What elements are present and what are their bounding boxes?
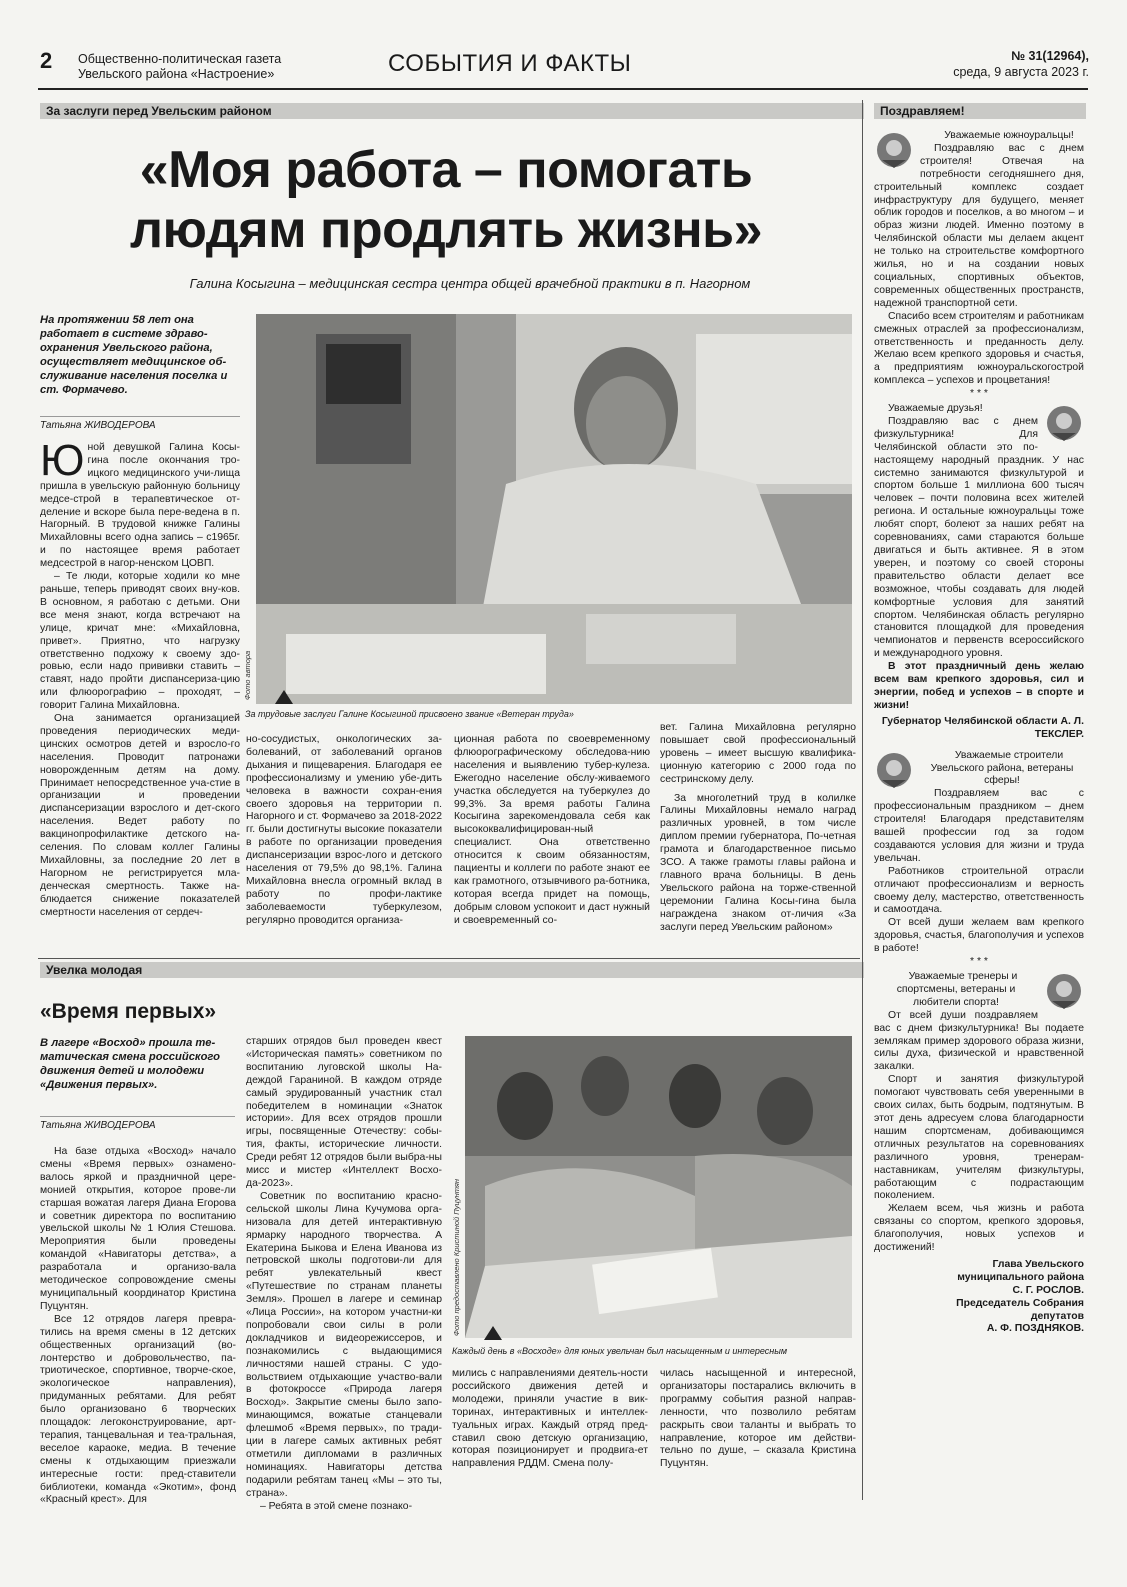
photo1-credit: Фото автора bbox=[243, 650, 252, 700]
greeting2-text: Поздравляю вас с днем физкультурника! Для Челябинской области это по-настоящему народный праздник. У нас системно занимаются физкультурой и спортом больше 1 миллиона 600 тысяч человек – почти половина всех жителей региона. И остальные южноуральцы тоже любят спорт, болеют за наших ребят на соревнованиях, сами стараются больше двигаться и быть активнее. Я в этом уверен, и поэтому со своей стороны правительство области делает все возможное, чтобы создавать для людей комфортные условия для занятий спортом. Челябинская область регулярно становится площадкой для проведения чемпионатов и первенств всероссийского и международного уровня. bbox=[874, 415, 1084, 660]
sig-line-3: С. Г. РОСЛОВ. bbox=[1012, 1284, 1084, 1296]
sidebar-rubric: Поздравляем! bbox=[874, 103, 1086, 119]
nurse-photo bbox=[256, 314, 852, 704]
sidebar-signatures bbox=[874, 1259, 1084, 1336]
greeting1-text: Поздравляю вас с днем строителя! Отвечая на потребности сегодняшнего дня, строительный комплекс создает инфраструктуру для будущего, меняет облик городов и поселков, а во многом – и образ жизни людей. Именно поэтому в Челябинской области мы делаем акцент не только на строительстве комфортного жилья, но и на создании новых социальных, спортивных объектов, современных общественных пространств, надежной транспортной сети. bbox=[874, 142, 1084, 309]
greeting3-text3: От всей души желаем вам крепкого здоровья, счастья, благополучия и успехов в работе! bbox=[874, 917, 1084, 955]
greeting-builders-district bbox=[874, 750, 1084, 969]
article1-col4 bbox=[660, 722, 856, 935]
article2-col4 bbox=[660, 1368, 856, 1471]
article2-col2-p3: – Ребята в этой смене познако- bbox=[260, 1500, 413, 1512]
greeting2-text2: В этот праздничный день желаю всем вам крепкого здоровья, сил и энергии, побед и успехов – в спорте и жизни! bbox=[874, 661, 1084, 711]
article1-col2 bbox=[246, 734, 442, 928]
greeting4-text3: Желаем всем, чья жизнь и работа связаны со спортом, крепкого здоровья, благополучия, новых успехов и достижений! bbox=[874, 1203, 1084, 1254]
stars-separator: * * * bbox=[970, 388, 988, 400]
regional-emblem-icon bbox=[874, 130, 914, 170]
greeting2-salute: Уважаемые друзья! bbox=[888, 403, 983, 415]
article1-lead: На протяжении 58 лет она работает в системе здраво-охранения Увельского района, осуществляет медицинское об-служивание населения поселка и ст. Формачево. bbox=[40, 314, 228, 396]
sig-line-4: Председатель Собрания bbox=[956, 1297, 1084, 1309]
section-title: СОБЫТИЯ И ФАКТЫ bbox=[388, 50, 632, 77]
article2-col3-text: мились с направлениями деятель-ности российского движения детей и молодежи, приняли участие в вик-торинах, интерактивных и интеллек-туальных играх. Каждый отряд пред-ставил свою детскую организацию, которая позиционирует и продвига-ет направления РДДМ. Смена полу- bbox=[452, 1368, 648, 1470]
greeting2-signature: Губернатор Челябинской области А. Л. ТЕКСЛЕР. bbox=[881, 715, 1084, 740]
article1-col4-p1: вет. Галина Михайловна регулярно повышает свой профессиональный уровень – имеет высшую квалифика-ционную категорию с 2000 года по сестринскому делу. bbox=[660, 722, 856, 785]
article2-author: Татьяна ЖИВОДЕРОВА bbox=[40, 1116, 235, 1131]
article1-col1-p2: – Те люди, которые ходили ко мне раньше, теперь приводят своих вну-ков. В основном, я работаю с детьми. Они все меня знают, когда встречают на улице, кричат мне: «Михайловна, привет». Приятно, что нагрузку ответственно подхожу к своему здо-ровью, если надо прививки ставить – ставят, надо пройти диспансериза-цию или флюорографию – проходят, – говорит Галина Михайловна. bbox=[40, 571, 240, 712]
greeting4-text2: Спорт и занятия физкультурой помогают чувствовать себя уверенными в своих силах, быть бодрым, подтянутым. В этот день адресуем слова благодарности нашим спортсменам, добивающимся отличных результатов на соревнованиях различного уровня, тренерам-наставникам, учителям физкультуры, работающим с подрастающим поколением. bbox=[874, 1074, 1084, 1202]
article2-lead: В лагере «Восход» прошла те-матическая смена российского движения детей и молодежи «Движения первых». bbox=[40, 1037, 220, 1091]
article2-col4-text: чилась насыщенной и интересной, организаторы постарались включить в программу события разной направ-ленности, что позволило ребятам раскрыть свои таланты и выбрать то направление, которое им действи-тельно по душе, – сказала Кристина Пуцунтян. bbox=[660, 1368, 856, 1470]
sig-line-6: А. Ф. ПОЗДНЯКОВ. bbox=[986, 1323, 1084, 1335]
photo2-credit: Фото предоставлено Кристиной Пуцунтян bbox=[452, 1178, 461, 1336]
greeting4-text: От всей души поздравляем вас с днем физкультурника! Вы подаете землякам пример здорового образа жизни, силы духа, физической и нравственной закалки. bbox=[874, 1009, 1084, 1073]
section-rule bbox=[38, 958, 860, 959]
article2-col3 bbox=[452, 1368, 648, 1471]
paper-line-2: Увельского района «Настроение» bbox=[78, 67, 275, 81]
article1-headline bbox=[40, 140, 852, 260]
photo1-marker-icon bbox=[275, 690, 293, 704]
greeting3-salute: Уважаемые строители Увельского района, ветераны сферы! bbox=[930, 749, 1074, 787]
greeting3-text2: Работников строительной отрасли отличают профессионализм и верность своему делу, мастерство, ответственность и самоотдача. bbox=[874, 865, 1084, 916]
paper-line-1: Общественно-политическая газета bbox=[78, 52, 282, 66]
headline-line-2: людям продлять жизнь» bbox=[129, 201, 762, 259]
article2-col1 bbox=[40, 1146, 236, 1507]
photo1-caption: За трудовые заслуги Галине Косыгиной присвоено звание «Ветеран труда» bbox=[245, 709, 574, 719]
article1-col1-p1: ной девушкой Галина Косы-гина после окончания тро-ицкого медицинского учи-лища пришла в увельскую районную больницу медсе-строй в терапевтическое от-деление и вскоре была пере-ведена в п. Нагорный. В трудовой книжке Галины Михайловны всего одна запись – с1965г. и по настоящее время работает медсестрой в нагор-ненском ЦОВП. bbox=[40, 442, 240, 570]
issue-date: среда, 9 августа 2023 г. bbox=[953, 65, 1089, 79]
article2-col2-p1: старших отрядов был проведен квест «Историческая память» советником по воспитанию луговской школы На-деждой Гараниной. В каждом отряде самый эрудированный участник стал победителем в номинации «Знаток истории». Для всех отрядов прошли игры, посвященные Отечеству: собы-тия, факты, исторические личности. Среди ребят 12 отрядов были выбра-ны мисс и мистер «Интеллект Восхо-да-2023». bbox=[246, 1036, 442, 1189]
photo2-marker-icon bbox=[484, 1326, 502, 1340]
article1-col1 bbox=[40, 436, 240, 920]
article2-col2-p2: Советник по воспитанию красно-сельской школы Лина Кучумова орга-низовала для детей интерактивную ярмарку народного творчества. А Екатерина Быкова и Елена Иванова из петровской школы подготови-ли для ребят увлекательный квест «Путешествие по странам планеты Земля». Прошел в лагере и семинар «Лица России», на котором участни-ки попробовали свои силы в роли докладчиков и видеорежиссеров, и познакомились с выдающимися личностями нашей страны. С удо-вольствием отдыхающие участво-вали в фотокроссе «Природа лагеря Восход». Закрытие смены было запо-минающимся, вожатые станцевали флешмоб «Время первых», по тради-ции в лагере самых активных ребят отметили дипломами в различных номинациях. Навигаторы детства подарили ребятам танец «Мы – это ты, страна». bbox=[246, 1190, 442, 1499]
article1-author: Татьяна ЖИВОДЕРОВА bbox=[40, 416, 240, 431]
greeting-sport-district bbox=[874, 971, 1084, 1255]
rubric-merit: За заслуги перед Увельским районом bbox=[40, 103, 864, 119]
issue-info bbox=[953, 48, 1089, 80]
article1-col1-p3: Она занимается организацией проведения периодических меди-цинских осмотров детей и взросло-го населения. Проводит патронажи новорожденным детям на дому. Принимает непосредственное уча-стие в организации и проведении диспансеризации взрослого и дет-ского населения. Ведет работу по вакцинопрофилактике детского на-селения. По словам коллег Галины Михайловны, за последние 20 лет в Нагорном не регистрируется мла-денческая смертность. Также на-блюдается снижение показателей смертности населения от сердеч- bbox=[40, 713, 240, 918]
paper-name bbox=[78, 52, 281, 82]
regional-emblem-icon bbox=[1044, 403, 1084, 443]
greeting-sport-region bbox=[874, 403, 1084, 742]
sig-line-5: депутатов bbox=[1030, 1310, 1084, 1322]
sig-line-1: Глава Увельского bbox=[992, 1258, 1084, 1270]
article1-subtitle: Галина Косыгина – медицинская сестра центра общей врачебной практики в п. Нагорном bbox=[189, 276, 751, 291]
issue-number: № 31(12964), bbox=[1011, 49, 1089, 63]
sidebar-divider bbox=[862, 100, 863, 1500]
article1-col3-text: ционная работа по своевременному флюорографическому обследова-нию населения и выявлению тубер-кулеза. Ежегодно население обслу-живаемого участка обследуется на туберкулез до 99,3%. За время работы Галина Косыгина зарекомендовала себя как высококвалифицирован-ный специалист. Она ответственно относится к своим обязанностям, пациенты и коллеги по работе знают ее как грамотного, отзывчивого ра-ботника, которая всегда придет на помощь, добрым словом успокоит и даст нужный и своевременный со- bbox=[454, 734, 650, 926]
greeting-builders-region bbox=[874, 130, 1084, 401]
article2-col1-p1: На базе отдыха «Восход» начало смены «Время первых» ознамено-валось яркой и праздничной цере-монией открытия, которое прове-ли старшая вожатая лагеря Диана Егорова и советник директора по воспитанию увельской школы № 1 Юлия Стешова. Мероприятия были проведены командой «Навигаторы детства», а разработала и организо-вала методическое сопровождение смены муниципальный координатор Кристина Пуцунтян. bbox=[40, 1146, 236, 1312]
greeting4-salute: Уважаемые тренеры и спортсмены, ветераны и любители спорта! bbox=[896, 971, 1018, 1008]
article1-col3 bbox=[454, 734, 650, 928]
stars-separator: * * * bbox=[970, 956, 988, 968]
headline-line-1: «Моя работа – помогать bbox=[139, 141, 753, 199]
article1-col4-p2: За многолетний труд в колилке Галины Михайловны немало наград различных уровней, в том числе диплом премии губернатора, По-четная грамота и благодарственное письмо ЗСО. А также грамоты главы района и главного врача больницы. В день Увельского района на торже-ственной церемонии Галина Косы-гина была награждена знаком от-личия «За заслуги перед Увельским районом» bbox=[660, 792, 856, 933]
drop-cap: Ю bbox=[40, 436, 85, 485]
header-rule bbox=[38, 88, 1088, 90]
article2-col2 bbox=[246, 1036, 442, 1514]
greeting3-text: Поздравляем вас с профессиональным праздником – днем строителя! Благодаря представителям вашей профессии год за годом создаваются условия для жизни и труда увельчан. bbox=[874, 788, 1084, 864]
camp-photo bbox=[465, 1036, 852, 1338]
article1-col2-text: но-сосудистых, онкологических за-болеваний, от заболеваний органов дыхания и пищеварения. Благодаря ее профессионализму и умению убе-дить человека в важности сохран-ения своего здоровья на территории п. Нагорного и ст. Формачево за 2018-2022 гг. были достигнуты высокие показатели в работе по организации проведения диспансеризации взрос-лого и детского населения от 79,5% до 98,1%. Галина Михайловна внесла огромный вклад в работу по профи-лактике заболеваемости туберкулезом, регулярно проводится организа- bbox=[246, 734, 442, 926]
district-emblem-icon bbox=[874, 750, 914, 790]
sidebar-greetings bbox=[874, 130, 1084, 1336]
page-number: 2 bbox=[40, 48, 53, 73]
greeting1-text2: Спасибо всем строителям и работникам смежных отраслей за профессионализм, ответственность и преданность делу. Желаю всем крепкого здоровья и счастья, а предприятиям южноуральскогострой комплекса – успехов и процветания! bbox=[874, 310, 1084, 387]
rubric-youth: Увелка молодая bbox=[40, 962, 864, 978]
sig-line-2: муниципального района bbox=[957, 1271, 1084, 1283]
article2-headline: «Время первых» bbox=[40, 1000, 217, 1023]
greeting1-salute: Уважаемые южноуральцы! bbox=[944, 130, 1074, 141]
district-emblem-icon bbox=[1044, 971, 1084, 1011]
photo2-caption: Каждый день в «Восходе» для юных увельчан был насыщенным и интересным bbox=[452, 1346, 788, 1356]
article2-col1-p2: Все 12 отрядов лагеря превра-тились на время смены в 12 детских общественных организаций (во-лонтерство и добровольчество, па-триотическое, спортивное, творче-ское, экологическое направления), придуманных ребятами. Для ребят было организовано 6 творческих площадок: легоконструирование, арт-терапия, танцевальная и теа-тральная, веселое караоке, медиа. В течение смены к отдыхающим приезжали интересные гости: пред-ставители библиотеки, команда «Экотим», фонд «Красный крест». Для bbox=[40, 1313, 236, 1506]
